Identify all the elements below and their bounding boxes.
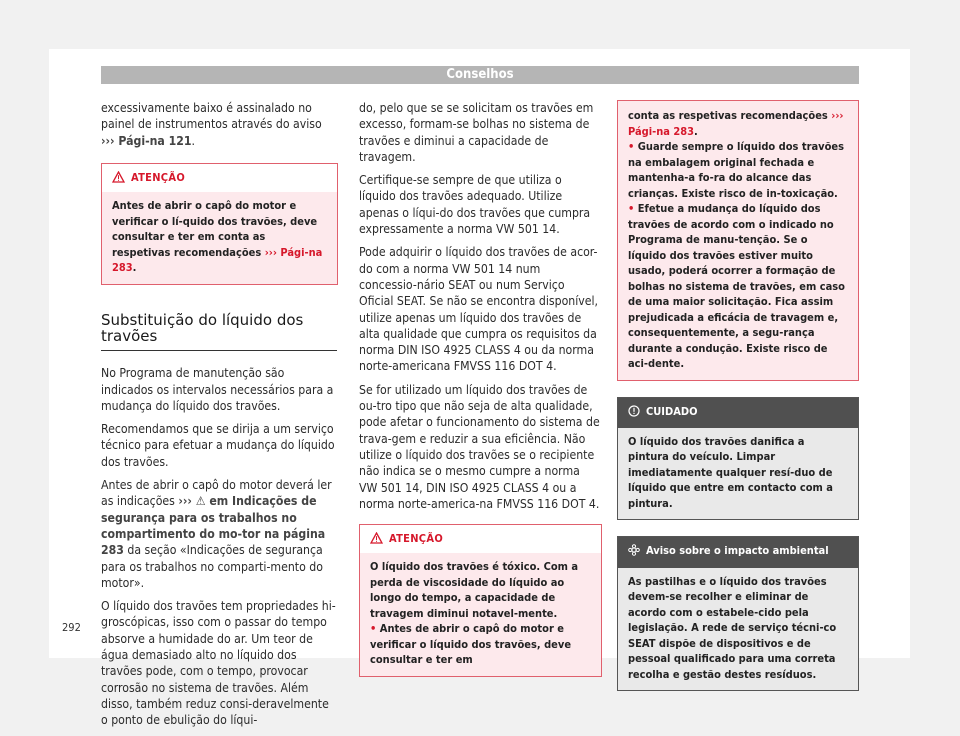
paragraph: Recomendamos que se dirija a um serviço técnico para efetuar a mudança do líquido dos travões. [101, 422, 335, 469]
column-3 [617, 100, 858, 691]
paragraph: do, pelo que se se solicitam os travões em excesso, formam-se bolhas no sistema de travões e diminui a capacidade de travagem. [359, 101, 594, 164]
warning-triangle-icon [112, 171, 125, 188]
paragraph: O líquido dos travões tem propriedades hi-groscópicas, isso com o passar do tempo absorve a humidade do ar. Um teor de água demasiado alto no líquido dos travões pode, com o tempo, provocar corrosão no sistema de travões. Além disso, também reduz consi-deravelmente o ponto de ebulição do líqui- [101, 599, 336, 728]
warning-label: ATENÇÃO [389, 532, 444, 546]
warning-header [102, 164, 337, 192]
caution-body: O líquido dos travões danifica a pintura do veículo. Limpar imediatamente qualquer resí-duo de líquido que entre em contacto com a pintura. [618, 428, 858, 520]
warning-triangle-icon [370, 532, 383, 549]
warning-box-continued [617, 100, 859, 381]
paragraph: Certifique-se sempre de que utiliza o líquido dos travões adequado. Utilize apenas o líqui-do dos travões que cumpra expressamente a norma VW 501 14. [359, 173, 591, 237]
warning-label: ATENÇÃO [131, 170, 186, 184]
environment-icon [628, 544, 640, 561]
warning-header [360, 525, 601, 553]
page-reference-link[interactable]: ››› Pági-na 121 [101, 133, 192, 148]
page-reference-link[interactable]: ››› Pági-na 283 [112, 245, 323, 275]
caution-label: CUIDADO [646, 404, 698, 418]
environment-label: Aviso sobre o impacto ambiental [646, 544, 829, 558]
info-circle-icon [628, 405, 640, 422]
safety-reference-link[interactable]: ››› ⚠ em Indicações de segurança para os trabalhos no compartimento do mo-tor na página 283 [101, 494, 326, 558]
page-reference-link[interactable]: ››› Pági-na 283 [628, 109, 844, 138]
column-1 [101, 100, 337, 736]
caution-header [618, 398, 858, 428]
section-header: Conselhos [101, 66, 859, 84]
paragraph: Antes de abrir o capô do motor deverá ler as indicações ››› ⚠ em Indicações de segurança para os trabalhos no compartimento do mo-tor na página 283 da seção «Indicações de segurança para os trabalhos no comparti-mento do motor». [101, 478, 332, 590]
page-number: 292 [62, 621, 81, 634]
warning-body: O líquido dos travões é tóxico. Com a perda de viscosidade do líquido ao longo do tempo, a capacidade de travagem diminui notavel-mente. • Antes de abrir o capô do motor e verificar o líquido dos travões, deve consultar e ter em [360, 553, 601, 676]
column-2 [359, 100, 601, 677]
paragraph: Se for utilizado um líquido dos travões de ou-tro tipo que não seja de alta qualidade, pode afetar o funcionamento do sistema de trava-gem e reduzir a sua eficiência. Não utilize o líquido dos travões se o recipiente não indica se o mesmo cumpre a norma VW 501 14, DIN ISO 4925 CLASS 4 ou a norma norte-america-na FMVSS 116 DOT 4. [359, 382, 600, 511]
warning-body: conta as respetivas recomendações ››› Pági-na 283. • Guarde sempre o líquido dos travões na embalagem original fechada e mantenha-a fo-ra do alcance das crianças. Existe risco de in-toxicação. • Efetue a mudança do líquido dos travões de acordo com o indicado no Programa de manu-tenção. Se o líquido dos travões estiver muito usado, poderá ocorrer a formação de bolhas no sistema de travões, em caso de uma maior solicitação. Fica assim prejudicada a eficácia de travagem e, consequentemente, a segu-rança durante a condução. Existe risco de aci-dente. [618, 101, 858, 380]
environment-header [618, 537, 858, 567]
paragraph: No Programa de manutenção são indicados os intervalos necessários para a mudança do líquido dos travões. [101, 366, 334, 413]
warning-box [359, 524, 602, 677]
environment-body: As pastilhas e o líquido dos travões devem-se recolher e eliminar de acordo com o estabele-cido pela legislação. A rede de serviço técni-co SEAT dispõe de dispositivos e de pessoal qualificado para uma correta recolha e gestão destes resíduos. [618, 568, 858, 691]
bullet-item: • Antes de abrir o capô do motor e verificar o líquido dos travões, deve consultar e ter em [370, 622, 572, 667]
paragraph: Pode adquirir o líquido dos travões de acor-do com a norma VW 501 14 num concessio-nário SEAT ou num Serviço Oficial SEAT. Se não se encontra disponível, utilize apenas um líquido dos travões de alta qualidade que cumpra os requisitos da norma DIN ISO 4925 CLASS 4 ou da norma norte-americana FMVSS 116 DOT 4. [359, 245, 599, 374]
bullet-item: • Efetue a mudança do líquido dos travões de acordo com o indicado no Programa de manu-tenção. Se o líquido dos travões estiver muito usado, poderá ocorrer a formação de bolhas no sistema de travões, em caso de uma maior solicitação. Fica assim prejudicada a eficácia de travagem e, consequentemente, a segu-rança durante a condução. Existe risco de aci-dente. [628, 202, 845, 370]
section-heading: Substituição do líquido dos travões [101, 312, 337, 352]
bullet-icon: • [370, 622, 380, 636]
warning-box [101, 163, 338, 285]
bullet-item: • Guarde sempre o líquido dos travões na embalagem original fechada e mantenha-a fo-ra do alcance das crianças. Existe risco de in-toxicação. [628, 140, 845, 200]
bullet-icon: • [628, 140, 638, 153]
paragraph: excessivamente baixo é assinalado no painel de instrumentos através do aviso ››› Pági-na 121. [101, 101, 322, 148]
warning-body: Antes de abrir o capô do motor e verificar o lí-quido dos travões, deve consultar e ter em conta as respetivas recomendações ››› Pági-na 283. [102, 192, 337, 284]
environment-box [617, 536, 859, 691]
bullet-icon: • [628, 202, 638, 215]
caution-box [617, 397, 859, 521]
